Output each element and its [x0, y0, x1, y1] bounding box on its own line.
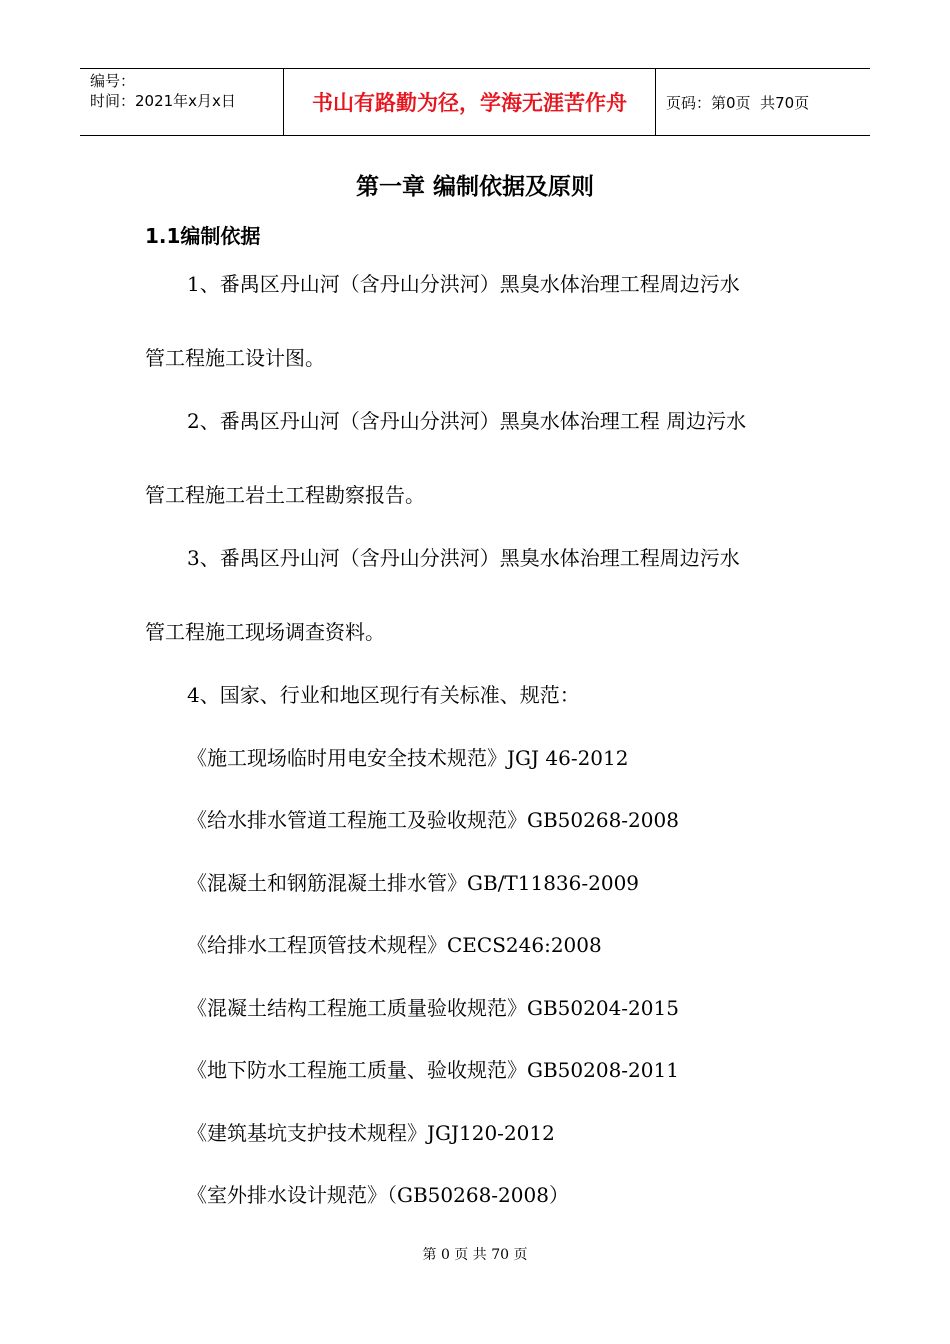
- header-page-info: [656, 69, 870, 135]
- number-label: 编号：: [90, 72, 136, 90]
- standard-item: 《地下防水工程施工质量、验收规范》GB50208-2011: [187, 1058, 679, 1082]
- paragraph-3-line-2: 管工程施工现场调查资料。: [145, 620, 385, 644]
- page-footer: 第 0 页 共 70 页: [422, 1247, 528, 1263]
- paragraph-1-line-1: 1、番禺区丹山河（含丹山分洪河）黑臭水体治理工程周边污水: [187, 272, 740, 296]
- paragraph-3-line-1: 3、番禺区丹山河（含丹山分洪河）黑臭水体治理工程周边污水: [187, 546, 740, 570]
- header-motto: 书山有路勤为径，学海无涯苦作舟: [283, 69, 656, 135]
- time-label: 时间：2021年x月x日: [90, 92, 236, 110]
- standard-item: 《混凝土和钢筋混凝土排水管》GB/T11836-2009: [187, 871, 640, 895]
- standard-item: 《给排水工程顶管技术规程》CECS246:2008: [187, 933, 602, 957]
- document-header: [80, 68, 870, 136]
- standard-item: 《给水排水管道工程施工及验收规范》GB50268-2008: [187, 808, 679, 832]
- chapter-title: 第一章 编制依据及原则: [355, 174, 594, 200]
- page-info-text: 页码：第0页 共70页: [666, 93, 810, 112]
- paragraph-2-line-2: 管工程施工岩土工程勘察报告。: [145, 483, 425, 507]
- standard-item: 《建筑基坑支护技术规程》JGJ120-2012: [187, 1121, 555, 1145]
- item-4: 4、国家、行业和地区现行有关标准、规范：: [187, 683, 580, 707]
- paragraph-1-line-2: 管工程施工设计图。: [145, 346, 325, 370]
- section-title: 1.1编制依据: [145, 224, 261, 248]
- standard-item: 《混凝土结构工程施工质量验收规范》GB50204-2015: [187, 996, 679, 1020]
- standard-item: 《室外排水设计规范》（GB50268-2008）: [187, 1183, 569, 1207]
- standard-item: 《施工现场临时用电安全技术规范》JGJ 46-2012: [187, 746, 629, 770]
- header-meta: [80, 69, 283, 135]
- paragraph-2-line-1: 2、番禺区丹山河（含丹山分洪河）黑臭水体治理工程 周边污水: [187, 409, 747, 433]
